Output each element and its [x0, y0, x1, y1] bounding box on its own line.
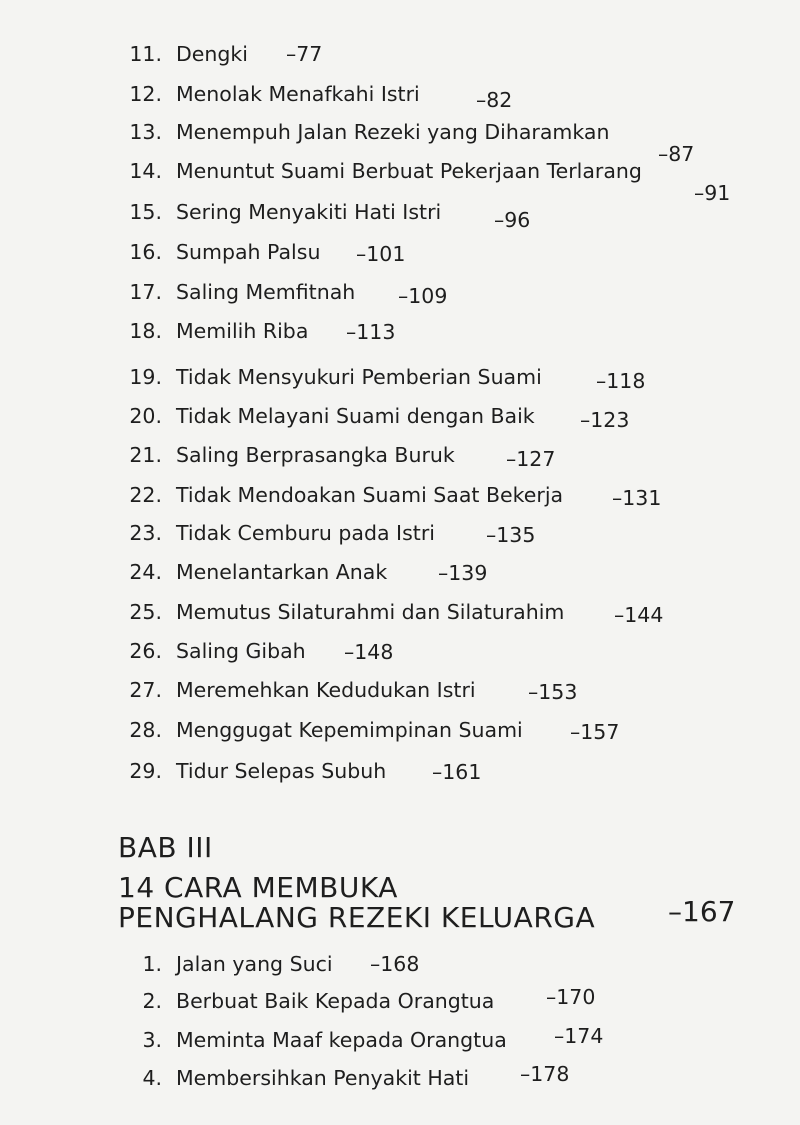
entry-page: –87 [658, 142, 695, 166]
entry-page: –178 [520, 1062, 570, 1086]
entry-title: Menempuh Jalan Rezeki yang Diharamkan [176, 120, 610, 144]
entry-page: –91 [694, 181, 731, 205]
entry-number: 17. [129, 280, 162, 304]
entry-page: –168 [370, 952, 420, 976]
entry-number: 27. [129, 678, 162, 702]
entry-page: –157 [570, 720, 620, 744]
toc-entry [142, 985, 596, 1013]
entry-title: Menggugat Kepemimpinan Suami [176, 718, 523, 742]
toc-entry [129, 560, 488, 585]
entry-title: Tidur Selepas Subuh [176, 759, 387, 783]
entry-page: –77 [286, 42, 323, 66]
toc-entry [142, 952, 420, 976]
entry-page: –113 [346, 320, 396, 344]
toc-entry [129, 600, 664, 627]
toc-entry [129, 404, 630, 432]
chapter-label: BAB III [118, 831, 213, 864]
entry-title: Meremehkan Kedudukan Istri [176, 678, 476, 702]
entry-number: 22. [129, 483, 162, 507]
toc-entry [129, 240, 406, 266]
entry-number: 2. [142, 989, 162, 1013]
entry-page: –131 [612, 486, 662, 510]
entry-page: –96 [494, 208, 531, 232]
entry-page: –161 [432, 760, 482, 784]
entry-title: Memilih Riba [176, 319, 309, 343]
chapter-page: –167 [668, 895, 736, 928]
toc-entry [129, 759, 482, 784]
entry-number: 18. [129, 319, 162, 343]
entry-title: Membersihkan Penyakit Hati [176, 1066, 470, 1090]
entry-page: –144 [614, 603, 664, 627]
toc-entry [129, 42, 323, 66]
entry-page: –127 [506, 447, 556, 471]
entry-page: –82 [476, 88, 513, 112]
entry-title: Saling Gibah [176, 639, 306, 663]
toc-entry [129, 443, 556, 471]
entry-page: –148 [344, 640, 394, 664]
entry-number: 19. [129, 365, 162, 389]
toc-entry [129, 280, 448, 308]
entry-title: Dengki [176, 42, 248, 66]
entry-page: –109 [398, 284, 448, 308]
entry-page: –153 [528, 680, 578, 704]
entry-page: –118 [596, 369, 646, 393]
entry-number: 25. [129, 600, 162, 624]
entry-page: –101 [356, 242, 406, 266]
entry-title: Menolak Menafkahi Istri [176, 82, 420, 106]
toc-entry [129, 521, 536, 547]
entry-title: Sering Menyakiti Hati Istri [176, 200, 442, 224]
entry-number: 28. [129, 718, 162, 742]
entry-number: 1. [142, 952, 162, 976]
entry-title: Berbuat Baik Kepada Orangtua [176, 989, 495, 1013]
entry-title: Tidak Melayani Suami dengan Baik [176, 404, 535, 428]
entry-number: 21. [129, 443, 162, 467]
toc-entry [129, 483, 662, 510]
entry-title: Meminta Maaf kepada Orangtua [176, 1028, 507, 1052]
toc-entry [129, 718, 620, 744]
toc-entry [129, 319, 396, 344]
toc-entry [129, 200, 531, 232]
entry-title: Menuntut Suami Berbuat Pekerjaan Terlarang [176, 159, 642, 183]
toc-entry [129, 159, 731, 205]
entry-number: 26. [129, 639, 162, 663]
entry-title: Saling Berprasangka Buruk [176, 443, 455, 467]
toc-entry [129, 639, 394, 664]
entry-number: 11. [129, 42, 162, 66]
entry-title: Menelantarkan Anak [176, 560, 388, 584]
toc-entry [129, 365, 646, 393]
toc-entry [142, 1062, 570, 1090]
entry-number: 3. [142, 1028, 162, 1052]
entry-title: Tidak Mendoakan Suami Saat Bekerja [176, 483, 564, 507]
toc-entry [142, 1024, 604, 1052]
entry-number: 20. [129, 404, 162, 428]
toc-entry [129, 82, 513, 112]
entry-title: Tidak Mensyukuri Pemberian Suami [176, 365, 542, 389]
entry-number: 16. [129, 240, 162, 264]
entry-title: Saling Memfitnah [176, 280, 356, 304]
entry-number: 12. [129, 82, 162, 106]
chapter-title-line2: PENGHALANG REZEKI KELUARGA [118, 901, 596, 934]
entry-number: 24. [129, 560, 162, 584]
entry-title: Jalan yang Suci [176, 952, 333, 976]
entry-number: 15. [129, 200, 162, 224]
entry-page: –139 [438, 561, 488, 585]
toc-entry [129, 678, 578, 704]
entry-number: 14. [129, 159, 162, 183]
entry-number: 29. [129, 759, 162, 783]
entry-title: Memutus Silaturahmi dan Silaturahim [176, 600, 565, 624]
toc-entry [129, 120, 695, 166]
entry-page: –135 [486, 523, 536, 547]
entry-number: 23. [129, 521, 162, 545]
entry-number: 13. [129, 120, 162, 144]
entry-page: –123 [580, 408, 630, 432]
entry-title: Tidak Cemburu pada Istri [176, 521, 435, 545]
entry-page: –174 [554, 1024, 604, 1048]
entry-number: 4. [142, 1066, 162, 1090]
chapter-title-line1: 14 CARA MEMBUKA [118, 871, 398, 904]
entry-title: Sumpah Palsu [176, 240, 321, 264]
entry-page: –170 [546, 985, 596, 1009]
